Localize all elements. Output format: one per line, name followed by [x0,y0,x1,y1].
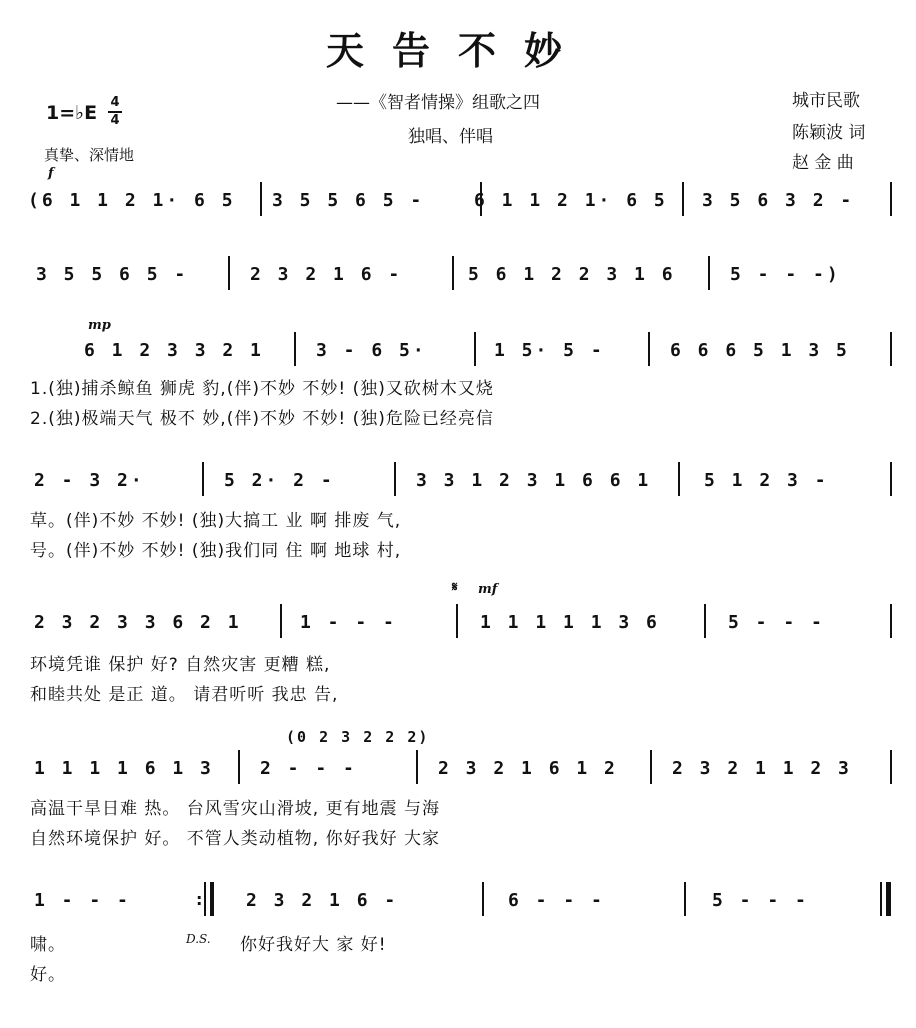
measure-3: 1 1 1 1 1 3 6 [480,612,660,633]
barline [648,332,650,366]
key-signature [46,102,97,124]
system-3 [28,338,894,364]
repeat-barline [204,882,206,916]
system-6 [28,756,894,782]
performance-form: 独唱、伴唱 [408,127,493,147]
barline [704,604,706,638]
final-barline-thick [886,882,891,916]
credit-composer: 赵 金 曲 [792,153,854,173]
dynamic-f: f [48,166,54,181]
time-sig-top: 4 [110,95,120,110]
measure-4: 5 - - - [728,612,825,633]
lyrics-verse-2: 好。 [30,965,66,985]
barline [228,256,230,290]
time-signature [108,96,122,128]
dal-segno-mark: D.S. [186,932,211,946]
measure-2: 2 3 2 1 6 - [246,890,399,911]
credit-origin: 城市民歌 [792,91,860,111]
system-7 [28,888,894,914]
measure-2: 3 - 6 5· [316,340,427,361]
system-2 [28,262,894,288]
key-label: 1=♭E [46,102,98,124]
dynamic-mf: mf [478,582,498,597]
measure-1: (6 1 1 2 1· 6 5 [28,190,236,211]
repeat-dots: : [196,890,203,909]
barline [708,256,710,290]
barline [650,750,652,784]
measure-1: 6 1 2 3 3 2 1 [84,340,264,361]
barline [238,750,240,784]
measure-2: 2 3 2 1 6 - [250,264,403,285]
barline [280,604,282,638]
measure-4: 6 6 6 5 1 3 5 [670,340,850,361]
barline [456,604,458,638]
barline [890,750,892,784]
barline [394,462,396,496]
final-barline-thin [880,882,882,916]
time-sig-bottom: 4 [110,113,120,128]
barline [682,182,684,216]
measure-2: 3 5 5 6 5 - [272,190,425,211]
lyrics-verse-2: 自然环境保护 好。 不管人类动植物, 你好我好 大家 [30,829,441,849]
barline [416,750,418,784]
credit-lyricist: 陈颖波 词 [792,123,866,143]
measure-1: 1 - - - [34,890,131,911]
tempo-marking: 真挚、深情地 [44,146,135,164]
measure-2: 5 2· 2 - [224,470,335,491]
measure-1: 3 5 5 6 5 - [36,264,189,285]
barline [890,182,892,216]
measure-1: 1 1 1 1 6 1 3 [34,758,214,779]
barline [890,462,892,496]
barline [202,462,204,496]
lyrics-verse-1: 环境凭谁 保护 好? 自然灾害 更糟 糕, [30,655,331,675]
lyrics-verse-2: 号。(伴)不妙 不妙! (独)我们同 住 啊 地球 村, [30,541,402,561]
segno-sign: 𝄋 [452,580,458,595]
lyrics-verse-2: 和睦共处 是正 道。 请君听听 我忠 告, [30,685,339,705]
barline [684,882,686,916]
lyrics-verse-1: 草。(伴)不妙 不妙! (独)大搞工 业 啊 排废 气, [30,511,402,531]
barline [482,882,484,916]
measure-4: 5 - - -) [730,264,841,285]
measure-3: 3 3 1 2 3 1 6 6 1 [416,470,652,491]
measure-4: 5 - - - [712,890,809,911]
measure-3: 1 5· 5 - [494,340,605,361]
barline [678,462,680,496]
system-1 [28,188,894,214]
system-4 [28,468,894,494]
measure-2: 1 - - - [300,612,397,633]
measure-1: 2 - 3 2· [34,470,145,491]
barline [294,332,296,366]
subtitle: ——《智者情操》组歌之四 [336,93,540,113]
lyrics-verse-2: 2.(独)极端天气 极不 妙,(伴)不妙 不妙! (独)危险已经亮信 [30,409,494,429]
measure-3: 2 3 2 1 6 1 2 [438,758,618,779]
barline [474,332,476,366]
measure-3: 6 1 1 2 1· 6 5 [474,190,668,211]
song-title: 天告不妙 [325,28,590,73]
measure-2: 2 - - - [260,758,357,779]
measure-3: 5 6 1 2 2 3 1 6 [468,264,676,285]
accompaniment-figure: (0 2 3 2 2 2) [286,728,430,746]
lyrics-verse-1: 1.(独)捕杀鲸鱼 狮虎 豹,(伴)不妙 不妙! (独)又砍树木又烧 [30,379,494,399]
barline [890,604,892,638]
lyrics-coda: 你好我好大 家 好! [240,935,387,955]
repeat-barline [210,882,214,916]
barline [260,182,262,216]
measure-3: 6 - - - [508,890,605,911]
measure-4: 3 5 6 3 2 - [702,190,855,211]
dynamic-mp: mp [88,318,111,333]
lyrics-verse-1: 高温干旱日难 热。 台风雪灾山滑坡, 更有地震 与海 [30,799,441,819]
barline [890,332,892,366]
system-5 [28,610,894,636]
measure-4: 5 1 2 3 - [704,470,829,491]
measure-1: 2 3 2 3 3 6 2 1 [34,612,242,633]
measure-4: 2 3 2 1 1 2 3 [672,758,852,779]
lyrics-verse-1: 啸。 [30,935,66,955]
barline [452,256,454,290]
